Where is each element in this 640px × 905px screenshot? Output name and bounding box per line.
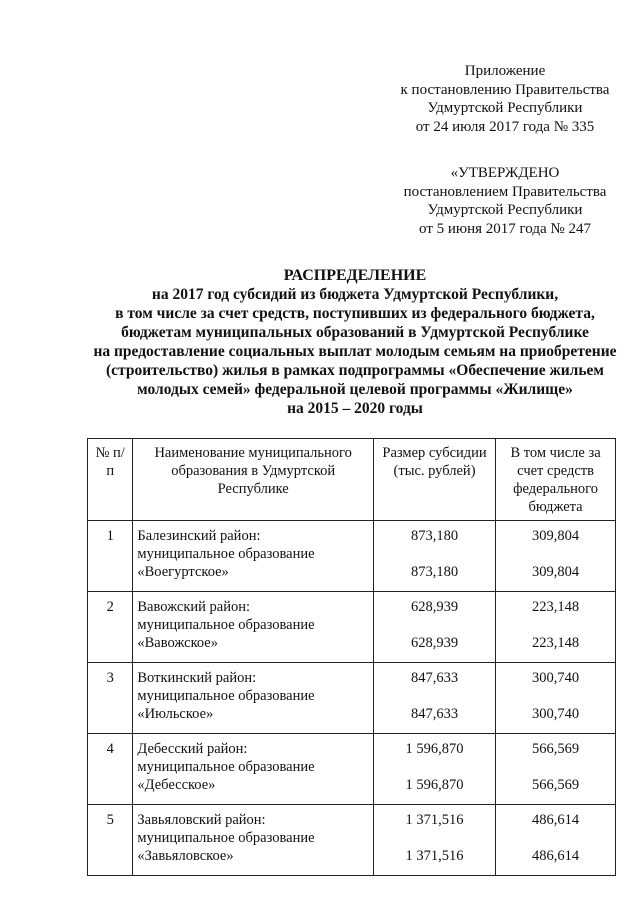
federal-share-entity: 566,569 xyxy=(531,777,580,793)
subsidy-amount-district: 1 371,516 xyxy=(405,812,464,828)
entity-name: «Завьяловское» xyxy=(137,848,234,864)
federal-share-entity: 223,148 xyxy=(531,635,580,651)
annex-line-1: Приложение xyxy=(464,63,546,79)
row-number: 4 xyxy=(88,734,133,805)
row-number: 3 xyxy=(88,663,133,734)
annex-line-2: к постановлению Правительства xyxy=(400,81,610,98)
approved-line-1: «УТВЕРЖДЕНО xyxy=(450,165,560,181)
federal-share-cell xyxy=(496,592,616,663)
table-row xyxy=(88,592,616,663)
entity-name: «Дебесское» xyxy=(137,777,216,793)
municipality-cell xyxy=(133,663,374,734)
row-number: 2 xyxy=(88,592,133,663)
table-row xyxy=(88,663,616,734)
table-row xyxy=(88,805,616,876)
federal-share-cell xyxy=(496,521,616,592)
federal-share-cell xyxy=(496,805,616,876)
subsidy-amount-cell xyxy=(373,521,495,592)
federal-share-district: 309,804 xyxy=(531,528,580,544)
federal-share-entity: 309,804 xyxy=(531,564,580,580)
entity-name: «Июльское» xyxy=(137,706,214,722)
table-header-row xyxy=(88,439,616,521)
subsidy-table xyxy=(87,438,616,876)
entity-kind: муниципальное образование xyxy=(137,546,315,562)
title-line: в том числе за счет средств, поступивших из федерального бюджета, xyxy=(115,305,595,322)
federal-share-entity: 300,740 xyxy=(531,706,580,722)
title-line: бюджетам муниципальных образований в Удмуртской Республике xyxy=(121,324,589,341)
annex-block xyxy=(380,62,630,136)
header-number: № п/п xyxy=(88,439,133,521)
title-line: на 2017 год субсидий из бюджета Удмуртской Республики, xyxy=(151,286,559,303)
federal-share-district: 566,569 xyxy=(531,741,580,757)
header-subsidy-amount: Размер субсидии (тыс. рублей) xyxy=(373,439,495,521)
subsidy-amount-entity: 1 596,870 xyxy=(405,777,464,793)
subsidy-amount-entity: 847,633 xyxy=(410,706,459,722)
municipality-cell xyxy=(133,592,374,663)
row-number: 1 xyxy=(88,521,133,592)
municipality-cell xyxy=(133,805,374,876)
federal-share-cell xyxy=(496,663,616,734)
approved-line-3: Удмуртской Республики xyxy=(427,202,583,218)
title-heading: РАСПРЕДЕЛЕНИЕ xyxy=(283,267,427,284)
district-name: Балезинский район: xyxy=(137,528,261,544)
entity-name: «Воегуртское» xyxy=(137,564,229,580)
municipality-cell xyxy=(133,521,374,592)
subsidy-amount-entity: 873,180 xyxy=(410,564,459,580)
federal-share-cell xyxy=(496,734,616,805)
district-name: Вавожский район: xyxy=(137,599,250,615)
municipality-cell xyxy=(133,734,374,805)
approval-stamp-block xyxy=(380,164,630,238)
header-municipality: Наименование муниципального образования в Удмуртской Республике xyxy=(133,439,374,521)
district-name: Завьяловский район: xyxy=(137,812,266,828)
subsidy-amount-district: 873,180 xyxy=(410,528,459,544)
entity-kind: муниципальное образование xyxy=(137,688,315,704)
federal-share-district: 486,614 xyxy=(531,812,580,828)
annex-line-4: от 24 июля 2017 года № 335 xyxy=(415,118,595,135)
federal-share-entity: 486,614 xyxy=(531,848,580,864)
entity-kind: муниципальное образование xyxy=(137,617,315,633)
header-federal-share: В том числе за счет средств федерального бюджета xyxy=(496,439,616,521)
subsidy-amount-district: 1 596,870 xyxy=(405,741,464,757)
subsidy-amount-entity: 1 371,516 xyxy=(405,848,464,864)
table-row xyxy=(88,734,616,805)
district-name: Воткинский район: xyxy=(137,670,257,686)
document-title xyxy=(70,266,640,418)
title-line: (строительство) жилья в рамках подпрограммы «Обеспечение жильем xyxy=(106,362,604,379)
title-line: молодых семей» федеральной целевой программы «Жилище» xyxy=(137,381,573,398)
entity-kind: муниципальное образование xyxy=(137,830,315,846)
title-line: на предоставление социальных выплат молодым семьям на приобретение xyxy=(93,343,617,360)
subsidy-amount-cell xyxy=(373,734,495,805)
annex-line-3: Удмуртской Республики xyxy=(427,100,583,116)
subsidy-amount-cell xyxy=(373,592,495,663)
approved-line-2: постановлением Правительства xyxy=(403,183,607,200)
subsidy-amount-cell xyxy=(373,805,495,876)
entity-name: «Вавожское» xyxy=(137,635,218,651)
approved-line-4: от 5 июня 2017 года № 247 xyxy=(419,220,591,237)
subsidy-amount-district: 628,939 xyxy=(410,599,459,615)
subsidy-amount-entity: 628,939 xyxy=(410,635,459,651)
subsidy-amount-district: 847,633 xyxy=(410,670,459,686)
entity-kind: муниципальное образование xyxy=(137,759,315,775)
title-line: на 2015 – 2020 годы xyxy=(287,400,423,417)
federal-share-district: 223,148 xyxy=(531,599,580,615)
subsidy-amount-cell xyxy=(373,663,495,734)
row-number: 5 xyxy=(88,805,133,876)
table-row xyxy=(88,521,616,592)
district-name: Дебесский район: xyxy=(137,741,248,757)
federal-share-district: 300,740 xyxy=(531,670,580,686)
